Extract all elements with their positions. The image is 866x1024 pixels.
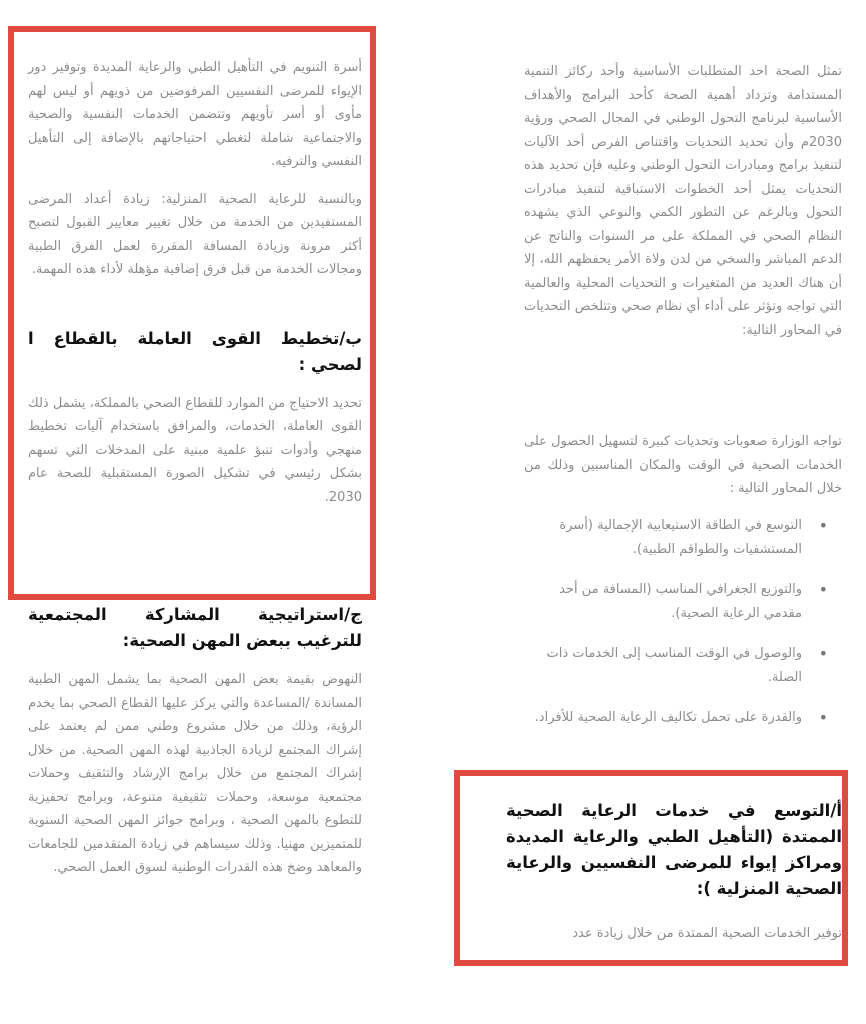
intro-paragraph: تمثل الصحة احد المتطلبات الأساسية وأحد ركائز التنمية المستدامة وتزداد أهمية الصحة كأحد البرامج والأهداف الأساسية لبرنامج التحول الوطني في المجال الصحي ورؤية 2030م وأن تحديد التحديات واقتناص الفرص أحد الآليات لتنفيذ برامج ومبادرات التحول الوطني وعليه فإن تحديد هذه التحديات يمثل أحد الخطوات الاستباقية لتنفيذ مبادرات التحول وبالرغم عن التطور الكمي والنوعي الذي يشهده النظام الصحي في المملكة على مر السنوات والناتج عن الدعم المباشر والسخي من لدن ولاة الأمر يحفظهم الله، إلا أن هناك العديد من المتغيرات و التحديات المحلية والعالمية التي تواجه وتؤثر على أداء أي نظام صحي وتتلخص التحديات في المحاور التالية: xyxy=(524,64,842,338)
left-highlight-content xyxy=(28,56,362,509)
left-paragraph-2: وبالنسبة للرعاية الصحية المنزلية: زيادة أعداد المرضى المستفيدين من الخدمة من خلال تغيير معايير القبول لتصبح أكثر مرونة وزيادة المسافة المقررة لعمل الفرق الطبية ومجالات الخدمة من قبل فرق إضافية مؤهلة لأداء هذه المهمة. xyxy=(28,191,362,277)
left-paragraph-1: أسرة التنويم في التأهيل الطبي والرعاية المديدة وتوفير دور الإيواء للمرضى النفسيين المرفوضين من ذويهم أو ليس لهم مأوى أو أسر تأويهم وتتضمن الخدمات النفسية والصحية والاجتماعية شاملة لتغطي احتياجاتهم بالإضافة إلى التأهيل النفسي والترفيه. xyxy=(28,60,362,169)
section-b-text: تحديد الاحتياج من الموارد للقطاع الصحي بالمملكة، يشمل ذلك القوى العاملة، الخدمات، والمرافق باستخدام آليات تخطيط منهجي وأدوات تنبؤ علمية مبنية على المدخلات التي تسهم بشكل رئيسي في تشكيل الصورة المستقبلية للصحة عام 2030. xyxy=(28,395,362,505)
section-c-heading: ج/استراتيجية المشاركة المجتمعية للترغيب ببعض المهن الصحية: xyxy=(28,605,362,650)
list-item: • والقدرة على تحمل تكاليف الرعاية الصحية للأفراد. xyxy=(524,706,828,730)
section-a-heading: أ/التوسع في خدمات الرعاية الصحية الممتدة (التأهيل الطبي والرعاية المديدة ومراكز إيواء للمرضى النفسيين والرعاية الصحية المنزلية ): xyxy=(506,801,842,898)
challenges-list xyxy=(524,514,842,730)
section-c-text: النهوض بقيمة بعض المهن الصحية بما يشمل المهن الطبية المساندة /المساعدة والتي يركز عليها القطاع الصحي بما يخدم الرؤية، وذلك من خلال مشروع وطني ممن لم يعتمد على إشراك المجتمع لزيادة الجاذبية لهذه المهن الصحية. من خلال إشراك المجتمع من خلال برامج الإرشاد والتثقيف وحملات مجتمعية موسعة، وحملات تثقيفية متنوعة، وبرامج تحفيزية للتطوع بالمهن الصحية ، وبرامج جوائز المهن الصحية السنوية للمتميزين مهنيا. وذلك سيساهم في زيادة المتقدمين للجامعات والمعاهد وضخ هذه القدرات الوطنية لسوق العمل الصحي. xyxy=(28,672,362,875)
list-item: • والتوزيع الجغرافي المناسب (المسافة من أحد مقدمي الرعاية الصحية). xyxy=(524,578,828,625)
list-item: • التوسع في الطاقة الاستيعابية الإجمالية (أسرة المستشفيات والطواقم الطبية). xyxy=(524,514,828,561)
section-b-heading: ب/تخطيط القوى العاملة بالقطاع ا لصحي : xyxy=(28,328,362,374)
challenges-intro-block xyxy=(524,430,842,501)
section-c-block xyxy=(28,602,362,880)
challenges-intro-paragraph: تواجه الوزارة صعوبات وتحديات كبيرة لتسهيل الحصول على الخدمات الصحية في الوقت والمكان المناسبين وذلك من خلال المحاور التالية : xyxy=(524,434,842,496)
right-column xyxy=(524,60,842,342)
challenges-list-block xyxy=(524,514,842,747)
section-a-text: توفير الخدمات الصحية الممتدة من خلال زيادة عدد xyxy=(572,926,842,941)
list-item: • والوصول في الوقت المناسب إلى الخدمات ذات الصلة. xyxy=(524,642,828,689)
section-a-block xyxy=(506,798,842,946)
